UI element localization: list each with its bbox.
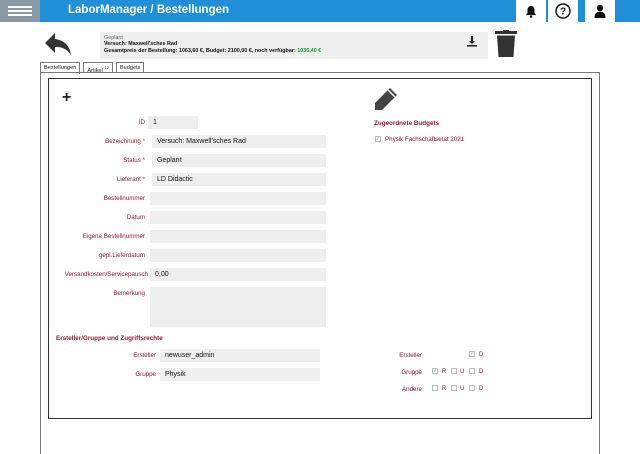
help-icon[interactable] [548,0,578,22]
add-icon[interactable]: + [62,89,72,106]
d-label: D [479,369,484,375]
top-bar [0,0,640,22]
d-label: D [479,352,484,358]
ersteller-d-checkbox[interactable]: ✓ [470,351,475,357]
tab-label: Budgets [119,65,141,71]
svg-text:?: ? [559,6,567,18]
andere-r-checkbox[interactable] [432,385,438,391]
lieferant-select[interactable]: LD Didactic [152,173,326,186]
gruppe-select[interactable]: Physik [160,368,320,381]
trash-icon[interactable] [494,30,518,63]
gruppe-r-checkbox[interactable]: ✓ [433,368,438,374]
label-bestellnummer: Bestellnummer [103,195,145,202]
tab-label: Artikel [87,67,103,74]
order-summary [100,32,488,59]
tab-label: Bestellungen [44,65,77,71]
budgets-title: Zugeordnete Budgets [374,120,440,127]
gruppe-u-checkbox[interactable] [451,368,457,374]
rights-ersteller-label: Ersteller [399,352,422,359]
r-label: R [442,369,447,375]
tab-badge: 12 [104,65,109,70]
u-label: U [460,386,465,392]
download-icon[interactable] [466,34,478,52]
bestellnummer-field[interactable] [150,192,326,205]
r-label: R [442,386,447,392]
user-icon[interactable] [585,0,615,22]
eigene-bestellnummer-field[interactable] [150,230,326,243]
status-select[interactable]: Geplant [152,154,326,167]
d-label: D [479,386,484,392]
label-eigene-bestellnummer: Eigene Bestellnummer [82,233,145,240]
label-ersteller: Ersteller [133,352,156,359]
label-gruppe: Gruppe [135,371,156,378]
hamburger-menu-icon[interactable] [0,0,40,22]
u-label: U [460,369,465,375]
gruppe-d-checkbox[interactable] [469,368,475,374]
bell-icon[interactable] [516,0,546,22]
summary-available: 1036,40 € [297,47,322,54]
summary-total: Gesamtpreis der Bestellung: 1063,60 €, Budget: 2100,00 €, noch verfügbar: [104,47,296,54]
label-bezeichnung: Bezeichnung * [105,138,145,145]
lieferdatum-field[interactable] [150,249,326,262]
label-versandkosten: Versandkosten/Servicepausch [64,271,148,278]
summary-status: Geplant [104,35,123,41]
andere-d-checkbox[interactable] [469,385,475,391]
ersteller-field[interactable]: newuser_admin [160,349,320,362]
label-id: ID [138,119,145,126]
budget-item-label: Physik Fachschaftsetat 2021 [385,136,465,143]
datum-field[interactable] [150,211,326,224]
access-title: Ersteller/Gruppe und Zugriffsrechte [56,335,163,342]
label-lieferant: Lieferant * [116,176,145,183]
label-status: Status * [123,157,145,164]
rights-andere-label: Andere [402,386,422,393]
versandkosten-field[interactable]: 0,00 [150,268,326,281]
label-datum: Datum [126,214,145,221]
id-field[interactable]: 1 [148,116,198,129]
summary-name: Versuch: Maxwell'sches Rad [104,41,178,48]
pencil-icon[interactable] [373,86,399,117]
label-lieferdatum: gepl.Lieferdatum [98,252,145,259]
app-title: LaborManager / Bestellungen [68,4,230,16]
back-arrow-icon[interactable] [44,32,72,61]
budget-checkbox[interactable]: ✓ [376,136,381,142]
label-bemerkung: Bemerkung [113,290,145,297]
bemerkung-textarea[interactable] [150,287,326,327]
bezeichnung-field[interactable]: Versuch: Maxwell'sches Rad [152,135,326,148]
rights-gruppe-label: Gruppe [401,369,422,376]
andere-u-checkbox[interactable] [451,385,457,391]
